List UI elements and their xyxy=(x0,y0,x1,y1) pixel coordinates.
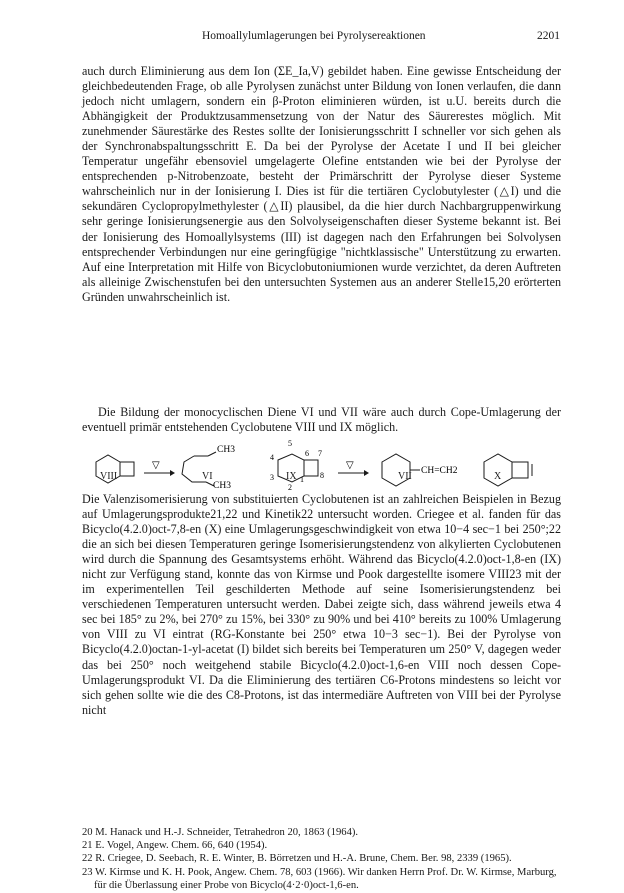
atom-4: 4 xyxy=(270,453,274,462)
page-header xyxy=(110,30,560,46)
vinyl-group: CH=CH2 xyxy=(421,466,458,476)
footnote-22: 22 R. Criegee, D. Seebach, R. E. Winter, B. Börretzen und H.-A. Brune, Chem. Ber. 98, 2339 (1965). xyxy=(82,853,512,865)
footnote-20: 20 M. Hanack und H.-J. Schneider, Tetrahedron 20, 1863 (1964). xyxy=(82,827,359,838)
paragraph-2-text: Die Bildung der monocyclischen Diene VI und VII wäre auch durch Cope-Umlagerung der eventuell primär entstehenden Cyclobutene VIII und IX möglich. xyxy=(82,405,561,435)
paragraph-3 xyxy=(82,492,561,718)
paragraph-3-text: Die Valenzisomerisierung von substituierten Cyclobutenen ist an zahlreichen Beispielen in Bezug auf Umlagerungsprodukte21,22 und Kinetik22 untersucht worden. Criegee et al. fanden für das Bicyclo(4.2.0)oct-7,8-en (X) eine Umlagerungsgeschwindigkeit von etwa 10−4 sec−1 bei 250°;22 die an sich bei diesen Temperaturen geringe Isomerisierungstendenz von alkylierten Cyclobutenen wird durch die Spannung des Gesamtsystems erhöht. Während das Bicyclo(4.2.0)oct-1,8-en (IX) nicht zur Verfügung stand, konnte das von Kirmse und Pook dargestellte isomere VIII23 mit der im experimentellen Teil geschilderten Methode auf seine Isomerisierungstendenz bei verschiedenen Temperaturen untersucht werden. Dabei zeigte sich, dass während jeweils etwa 4 sec bei 185° zu 2%, bei 270° zu 15%, bei 330° zu 90% und bei 410° bereits zu 100% Umlagerung von VIII zu VI eintrat (RG-Konstante bei 250° etwa 10−3 sec−1). Bei der Pyrolyse von Bicyclo(4.2.0)octan-1-yl-acetat (I) bildet sich bereits bei Temperaturen um 250° V, dagegen weder das bei 250° noch weitgehend stabile Bicyclo(4.2.0)oct-1,6-en VIII noch dessen Cope-Umlagerungsprodukt VI. Da die Eliminierung des tertiären C6-Protons mindestens so leicht vor sich gehen sollte wie die des C8-Protons, ist das intermediäre Auftreten von VIII bei der Pyrolyse nicht xyxy=(82,492,561,717)
label-VIII: VIII xyxy=(100,471,118,482)
paragraph-1-text: auch durch Eliminierung aus dem Ion (ΣE_Ia,V) gebildet haben. Eine gewisse Entscheidung der gleichbedeutenden Frage, ob alle Pyrolysen zunächst unter Bildung von Ionen verlaufen, die dann jedoch nicht umlagern, sondern ein β-Proton eliminieren würden, ist u.U. bereits durch die Abhängigkeit der Produktzusammensetzung von der Natur des Säurerestes möglich. Mit zunehmender Säurestärke des Restes sollte der Ionisierungsschritt I schneller vor sich gehen als der Synchronabspaltungsschritt E. Da bei der Pyrolyse der Acetate I und II bei gleicher Temperatur ungefähr ebensoviel umgelagerte Olefine entstanden wie bei der Pyrolyse der entsprechenden p-Nitrobenzoate, besteht der Primärschritt der Pyrolyse dieser Systeme wahrscheinlich nur in der Ionisierung I. Dies ist für die tertiären Cyclobutylester (△I) und die sekundären Cyclopropylmethylester (△II) plausibel, da die hier durch Nachbargruppenwirkung sehr geringe Ionisierungsenergie aus den Solvolyseigenschaften dieser Systeme bekannt ist. Bei der Ionisierung des Homoallylsystems (III) ist dagegen nach den Erfahrungen bei Solvolysen entsprechender Verbindungen nur eine geringfügige "nichtklassische" Unterstützung zu erwarten. Auf eine Interpretation mit Hilfe von Bicyclobutoniumionen wurde verzichtet, da deren Auftreten als alleinige Zwischenstufen bei den untersuchten Systemen aus an anderer Stelle15,20 erörterten Gründen unwahrscheinlich ist. xyxy=(82,64,561,304)
atom-5: 5 xyxy=(288,440,292,448)
ch3-bottom: CH3 xyxy=(213,481,231,490)
arrow-label-2: ▽ xyxy=(346,460,354,471)
paragraph-1 xyxy=(82,64,561,305)
label-X: X xyxy=(494,471,502,482)
label-VII: VII xyxy=(398,471,412,482)
footnote-21: 21 E. Vogel, Angew. Chem. 66, 640 (1954). xyxy=(82,840,268,852)
atom-3: 3 xyxy=(270,473,274,482)
atom-8: 8 xyxy=(320,471,324,480)
running-title: Homoallylumlagerungen bei Pyrolysereaktionen xyxy=(202,30,426,42)
atom-2: 2 xyxy=(288,483,292,490)
footnote-23: 23 W. Kirmse und K. H. Pook, Angew. Chem. 78, 603 (1966). Wir danken Herrn Prof. Dr. W. Kirmse, Marburg, für die Überlassung einer Probe von Bicyclo(4·2·0)oct-1,6-en. xyxy=(82,866,557,891)
label-VI: VI xyxy=(202,471,213,482)
arrow-label-1: ▽ xyxy=(152,460,160,471)
paragraph-2 xyxy=(82,405,561,435)
structure-labels xyxy=(82,471,561,485)
label-IX: IX xyxy=(286,471,297,482)
atom-7: 7 xyxy=(318,449,322,458)
footnotes xyxy=(82,826,561,892)
ch3-top: CH3 xyxy=(217,445,235,455)
atom-1: 1 xyxy=(300,475,304,484)
atom-6: 6 xyxy=(305,449,309,458)
page-number: 2201 xyxy=(537,30,560,42)
